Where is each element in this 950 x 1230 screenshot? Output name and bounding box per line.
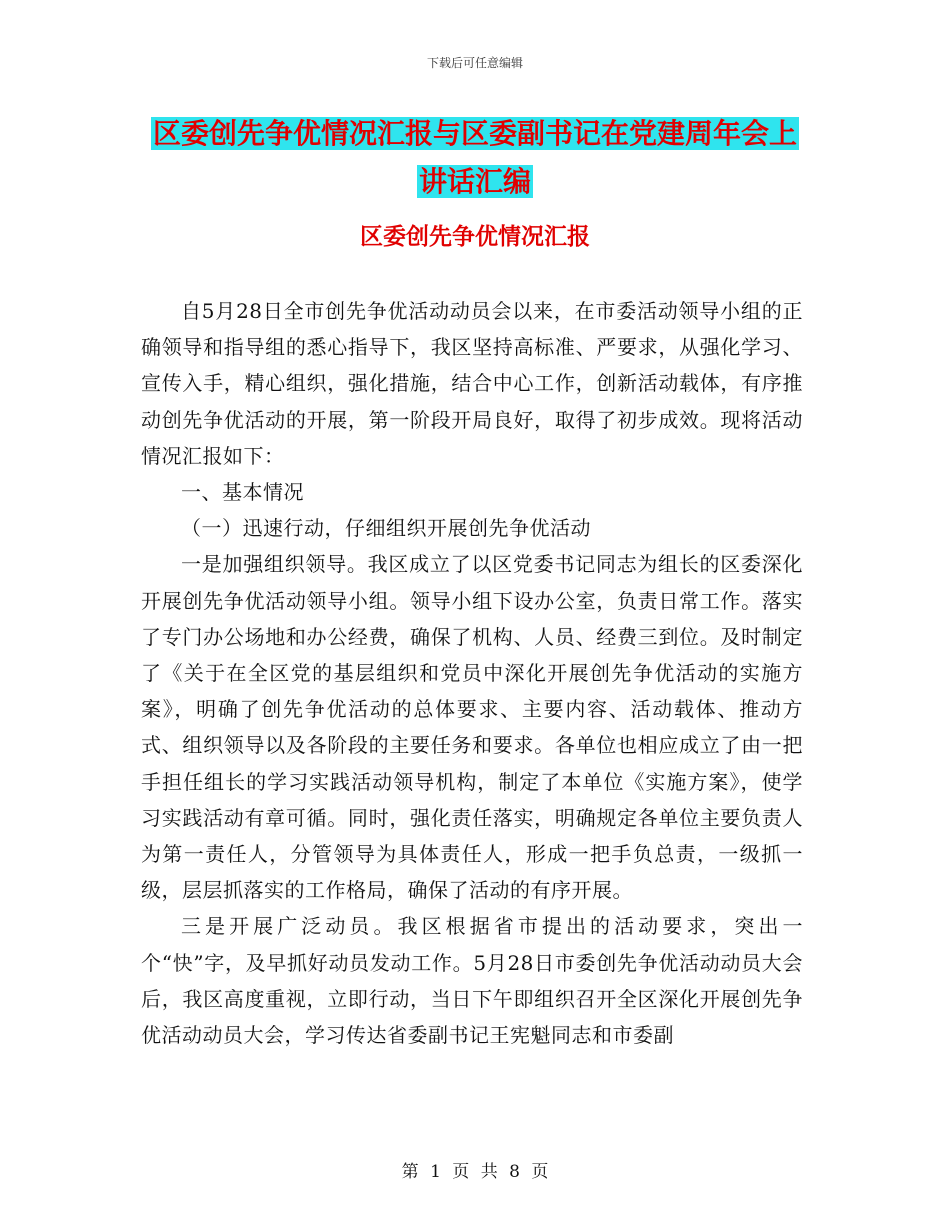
paragraph: 三是开展广泛动员。我区根据省市提出的活动要求，突出一个“快”字，及早抓好动员发动工作。5月28日市委创先争优活动动员大会后，我区高度重视，立即行动，当日下午即组织召开全区深化开展创先争优活动动员大会，学习传达省委副书记王宪魁同志和市委副 (141, 914, 803, 1048)
paragraph: 自5月28日全市创先争优活动动员会以来，在市委活动领导小组的正确领导和指导组的悉心指导下，我区坚持高标准、严要求，从强化学习、宣传入手，精心组织，强化措施，结合中心工作，创新活动载体，有序推动创先争优活动的开展，第一阶段开局良好，取得了初步成效。现将活动情况汇报如下： (141, 299, 803, 468)
section-title: 区委创先争优情况汇报 (360, 223, 590, 250)
document-title (140, 110, 810, 206)
document-title-line1: 区委创先争优情况汇报与区委副书记在党建周年会上 (152, 117, 797, 150)
page-header-note: 下载后可任意编辑 (426, 56, 523, 70)
paragraph: 一是加强组织领导。我区成立了以区党委书记同志为组长的区委深化开展创先争优活动领导小组。领导小组下设办公室，负责日常工作。落实了专门办公场地和办公经费，确保了机构、人员、经费三到位。及时制定了《关于在全区党的基层组织和党员中深化开展创先争优活动的实施方案》，明确了创先争优活动的总体要求、主要内容、活动载体、推动方式、组织领导以及各阶段的主要任务和要求。各单位也相应成立了由一把手担任组长的学习实践活动领导机构，制定了本单位《实施方案》，使学习实践活动有章可循。同时，强化责任落实，明确规定各单位主要负责人为第一责任人，分管领导为具体责任人，形成一把手负总责，一级抓一级，层层抓落实的工作格局，确保了活动的有序开展。 (141, 552, 803, 903)
document-title-line2: 讲话汇编 (418, 165, 531, 198)
page-number: 第 1 页 共 8 页 (401, 1162, 549, 1182)
paragraph: 一、基本情况 (181, 480, 304, 505)
document-body (141, 293, 803, 1053)
paragraph: （一）迅速行动，仔细组织开展创先争优活动 (181, 516, 591, 541)
